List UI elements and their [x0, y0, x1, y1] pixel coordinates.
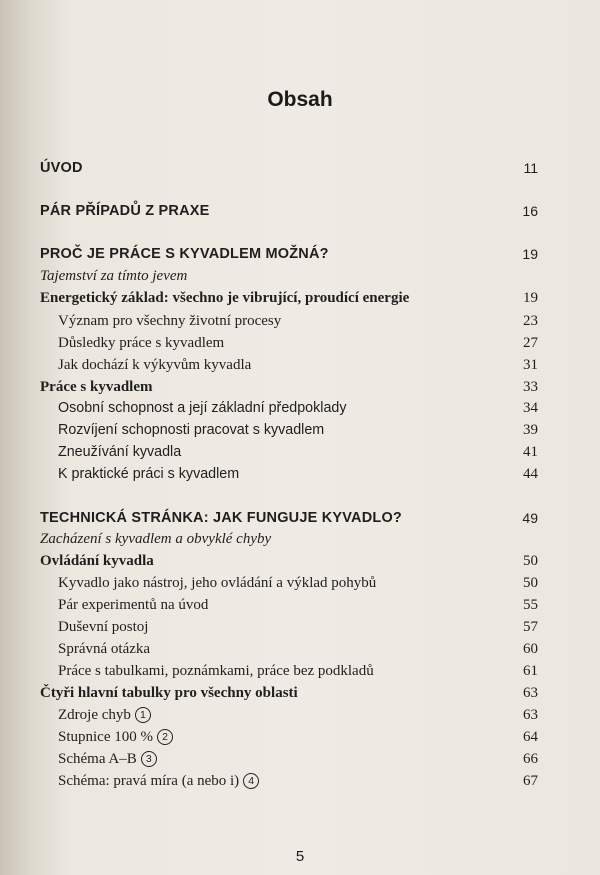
toc-label: Energetický základ: všechno je vibrující, proudící energie: [40, 290, 410, 306]
toc-page-number: 63: [523, 685, 538, 701]
toc-label: Tajemství za tímto jevem: [40, 268, 188, 284]
toc-page-number: 50: [523, 553, 538, 569]
toc-page-number: 33: [523, 379, 538, 395]
toc-entry: [0, 660, 600, 682]
toc-page-number: 39: [523, 422, 538, 438]
toc-entry: [0, 419, 600, 441]
toc-entry: [0, 704, 600, 726]
page-title: Obsah: [267, 88, 333, 111]
toc-label: TECHNICKÁ STRÁNKA: JAK FUNGUJE KYVADLO?: [40, 510, 402, 526]
toc-label: K praktické práci s kyvadlem: [58, 466, 240, 482]
toc-label: Pár experimentů na úvod: [58, 597, 209, 613]
toc-label: Ovládání kyvadla: [40, 553, 154, 569]
toc-label: Stupnice 100 % 2: [58, 726, 173, 748]
toc-entry: [0, 310, 600, 332]
toc-entry-uvod: [0, 157, 600, 179]
toc-label: Čtyři hlavní tabulky pro všechny oblasti: [40, 685, 298, 701]
toc-entry-par-pripadu: [0, 200, 600, 222]
toc-page-number: 23: [523, 313, 538, 329]
toc-page-number: 57: [523, 619, 538, 635]
toc-page-number: 41: [523, 444, 538, 460]
toc-label: Práce s kyvadlem: [40, 379, 153, 395]
toc-entry: [0, 572, 600, 594]
toc-entry: [0, 550, 600, 572]
circled-number-badge: 3: [141, 751, 157, 767]
toc-entry: [0, 441, 600, 463]
circled-number-badge: 2: [157, 729, 173, 745]
toc-label: Kyvadlo jako nástroj, jeho ovládání a výklad pohybů: [58, 575, 377, 591]
toc-entry: [0, 638, 600, 660]
toc-subtitle: [0, 265, 600, 287]
toc-page-number: 55: [523, 597, 538, 613]
toc-page-number: 63: [523, 707, 538, 723]
toc-page-number: 44: [523, 466, 538, 482]
toc-label: Zdroje chyb 1: [58, 704, 151, 726]
toc-label: Schéma A–B 3: [58, 748, 157, 770]
toc-label: Duševní postoj: [58, 619, 149, 635]
toc-page-number: 19: [523, 290, 538, 306]
page-number: 5: [295, 848, 305, 865]
toc-page-number: 11: [523, 160, 538, 176]
toc-label: Důsledky práce s kyvadlem: [58, 335, 225, 351]
toc-entry: [0, 726, 600, 748]
toc-page-number: 61: [523, 663, 538, 679]
toc-label: Rozvíjení schopnosti pracovat s kyvadlem: [58, 422, 325, 438]
toc-entry: [0, 376, 600, 398]
circled-number-badge: 1: [135, 707, 151, 723]
toc-subtitle: [0, 528, 600, 550]
toc-entry: [0, 463, 600, 485]
toc-page-number: 19: [522, 246, 538, 262]
toc-page-number: 67: [523, 773, 538, 789]
toc-label: Práce s tabulkami, poznámkami, práce bez podkladů: [58, 663, 374, 679]
toc-entry: [0, 748, 600, 770]
toc-entry: [0, 397, 600, 419]
toc-entry: [0, 770, 600, 792]
toc-page-number: 49: [522, 510, 538, 526]
toc-entry: [0, 616, 600, 638]
toc-entry-proc-je-prace: [0, 243, 600, 265]
toc-page-number: 16: [522, 203, 538, 219]
toc-page-number: 50: [523, 575, 538, 591]
toc-label: Jak dochází k výkyvům kyvadla: [58, 357, 252, 373]
toc-label: Zneužívání kyvadla: [58, 444, 182, 460]
toc-label: Schéma: pravá míra (a nebo i) 4: [58, 770, 259, 792]
toc-entry: [0, 594, 600, 616]
toc-label: ÚVOD: [40, 160, 83, 176]
toc-page-number: 60: [523, 641, 538, 657]
toc-entry: [0, 332, 600, 354]
toc-label: Osobní schopnost a její základní předpoklady: [58, 400, 347, 416]
toc-page-number: 34: [523, 400, 538, 416]
toc-entry: [0, 682, 600, 704]
toc-label: PROČ JE PRÁCE S KYVADLEM MOŽNÁ?: [40, 246, 329, 262]
toc-label: Zacházení s kyvadlem a obvyklé chyby: [40, 531, 272, 547]
toc-entry-technicka-stranka: [0, 507, 600, 529]
toc-label: Správná otázka: [58, 641, 151, 657]
toc-page-number: 31: [523, 357, 538, 373]
toc-page-number: 27: [523, 335, 538, 351]
toc-label: PÁR PŘÍPADŮ Z PRAXE: [40, 203, 210, 219]
circled-number-badge: 4: [243, 773, 259, 789]
toc-page-number: 64: [523, 729, 538, 745]
toc-page-number: 66: [523, 751, 538, 767]
toc-entry: [0, 287, 600, 309]
toc-label: Význam pro všechny životní procesy: [58, 313, 282, 329]
toc-entry: [0, 354, 600, 376]
